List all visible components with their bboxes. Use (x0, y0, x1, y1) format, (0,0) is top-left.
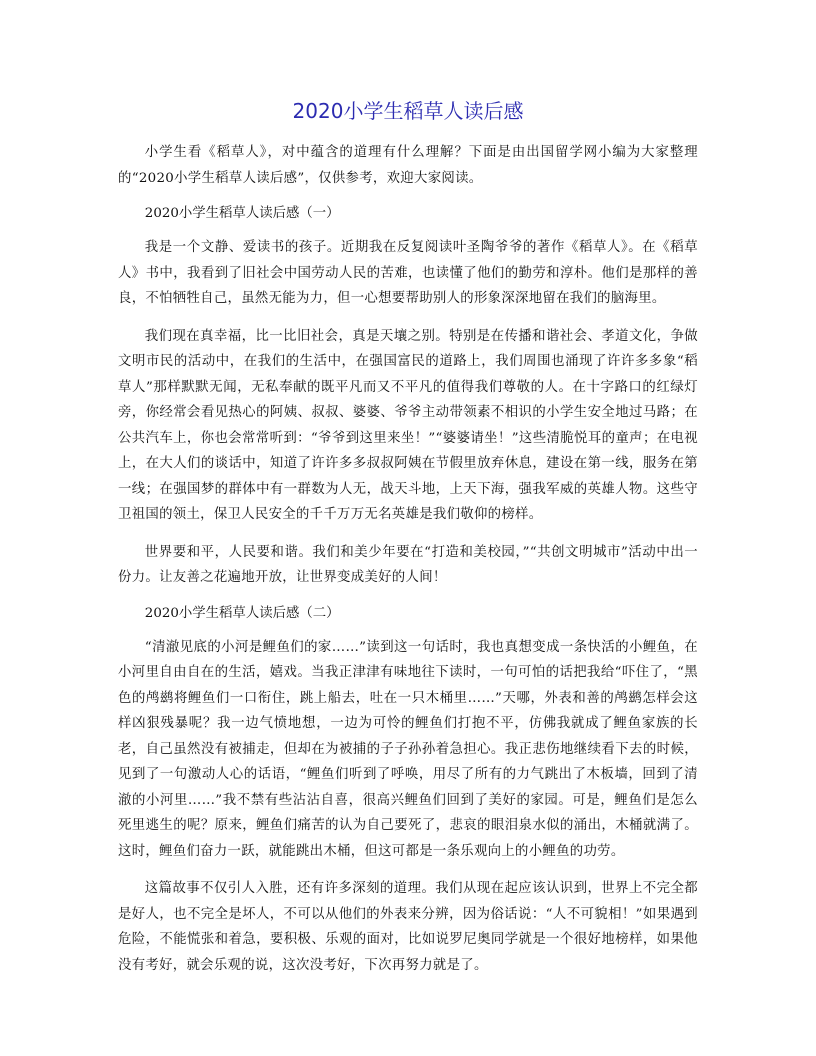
document-page (118, 98, 698, 990)
section-heading: 2020小学生稻草人读后感（一） (144, 206, 340, 221)
section-heading: 2020小学生稻草人读后感（二） (144, 605, 340, 621)
intro-paragraph: 小学生看《稻草人》，对中蕴含的道理有什么理解？下面是由出国留学网小编为大家整理的“2020小学生稻草人读后感”，仅供参考，欢迎大家阅读。 (118, 145, 698, 186)
document-title: 2020小学生稻草人读后感 (292, 99, 524, 123)
body-paragraph: “清澈见底的小河是鲤鱼们的家……”读到这一句话时，我也真想变成一条快活的小鲤鱼，在小河里自由自在的生活，嬉戏。当我正津津有味地往下读时，一句可怕的话把我给“吓住了，“黑色的鸬鹚将鲤鱼们一口衔住，跳上船去，吐在一只木桶里……”天哪，外表和善的鸬鹚怎样会这样凶狠残暴呢？我一边气愤地想，一边为可怜的鲤鱼们打抱不平，仿佛我就成了鲤鱼家族的长老，自己虽然没有被捕走，但却在为被捕的子子孙孙着急担心。我正悲伤地继续看下去的时候，见到了一句激动人心的话语，“鲤鱼们听到了呼唤，用尽了所有的力气跳出了木板墙，回到了清澈的小河里……”我不禁有些沾沾自喜，很高兴鲤鱼们回到了美好的家园。可是，鲤鱼们是怎么死里逃生的呢？原来，鲤鱼们痛苦的认为自己要死了，悲哀的眼泪泉水似的涌出，木桶就满了。这时，鲤鱼们奋力一跃，就能跳出木桶，但这可都是一条乐观向上的小鲤鱼的功劳。 (118, 639, 698, 859)
body-paragraph: 世界要和平，人民要和谐。我们和美少年要在“打造和美校园，”“共创文明城市”活动中出一份力。让友善之花遍地开放，让世界变成美好的人间！ (118, 544, 698, 585)
body-paragraph: 这篇故事不仅引人入胜，还有许多深刻的道理。我们从现在起应该认识到，世界上不完全都是好人，也不完全是坏人，不可以从他们的外表来分辨，因为俗话说：“人不可貌相！”如果遇到危险，不能慌张和着急，要积极、乐观的面对，比如说罗尼奥同学就是一个很好地榜样，如果他没有考好，就会乐观的说，这次没考好，下次再努力就是了。 (118, 881, 698, 973)
body-paragraph: 我们现在真幸福，比一比旧社会，真是天壤之别。特别是在传播和谐社会、孝道文化，争做文明市民的活动中，在我们的生活中，在强国富民的道路上，我们周围也涌现了许许多多象“稻草人”那样默默无闻，无私奉献的既平凡而又不平凡的值得我们尊敬的人。在十字路口的红绿灯旁，你经常会看见热心的阿姨、叔叔、婆婆、爷爷主动带领素不相识的小学生安全地过马路；在公共汽车上，你也会常常听到：“爷爷到这里来坐！”“婆婆请坐！”这些清脆悦耳的童声；在电视上，在大人们的谈话中，知道了许许多多叔叔阿姨在节假里放弃休息，建设在第一线，服务在第一线；在强国梦的群体中有一群数为人无，战天斗地，上天下海，强我军威的英雄人物。这些守卫祖国的领土，保卫人民安全的千千万万无名英雄是我们敬仰的榜样。 (118, 328, 698, 522)
body-paragraph: 我是一个文静、爱读书的孩子。近期我在反复阅读叶圣陶爷爷的著作《稻草人》。在《稻草人》书中，我看到了旧社会中国劳动人民的苦难，也读懂了他们的勤劳和淳朴。他们是那样的善良，不怕牺牲自己，虽然无能为力，但一心想要帮助别人的形象深深地留在我们的脑海里。 (118, 240, 698, 306)
